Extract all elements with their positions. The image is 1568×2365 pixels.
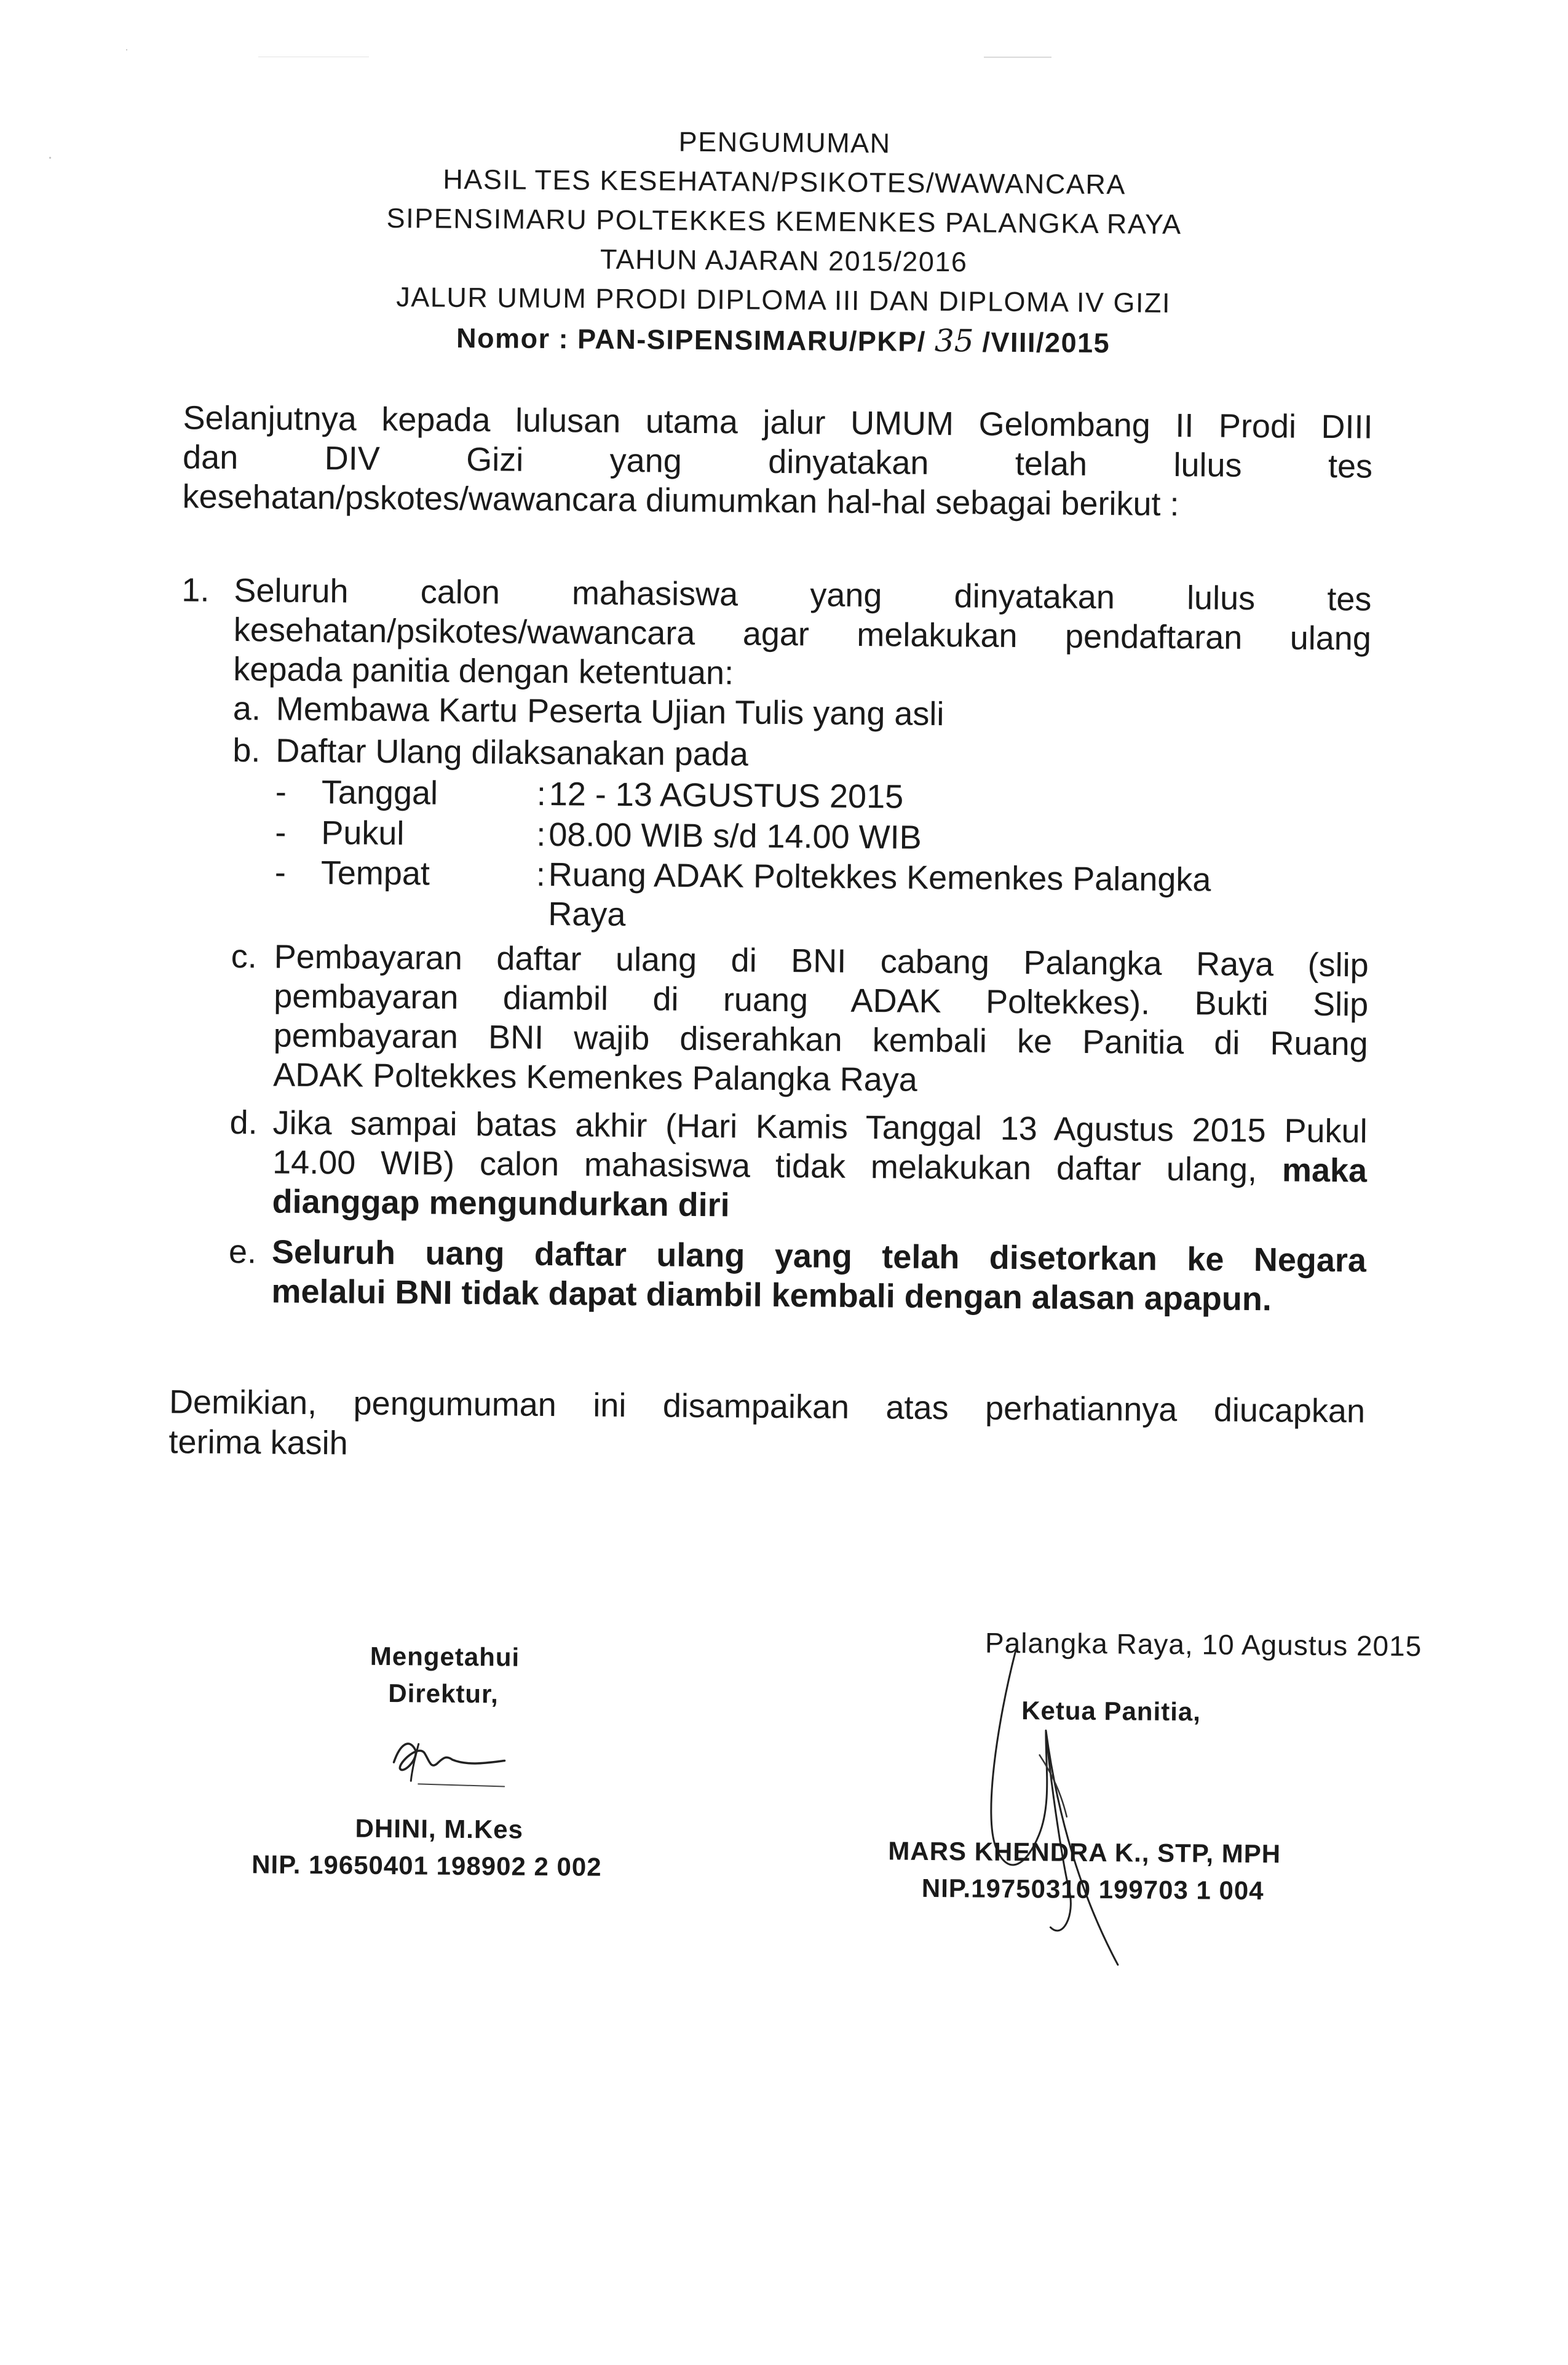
detail-label-tempat: Tempat [320,854,430,892]
scan-line [984,57,1051,58]
right-nip: NIP.19750310 199703 1 004 [921,1873,1264,1906]
closing-line-2: terima kasih [168,1423,348,1462]
item-a-letter: a. [232,690,261,728]
right-role: Ketua Panitia, [1021,1696,1202,1727]
scan-speck [126,49,127,50]
item-c-line-2: pembayaran diambil di ruang ADAK Poltekkes). Bukti Slip [274,977,1369,1024]
item-c-line-1: Pembayaran daftar ulang di BNI cabang Palangka Raya (slip [274,938,1369,984]
scan-speck [49,157,51,159]
chairman-signature [957,1631,1194,2002]
left-name: DHINI, M.Kes [355,1813,524,1844]
director-signature [381,1719,517,1800]
heading-institution: SIPENSIMARU POLTEKKES KEMENKES PALANGKA RAYA [386,202,1182,240]
item-b-letter: b. [232,731,261,769]
detail-colon: : [536,816,546,853]
item-e-line-1: Seluruh uang daftar ulang yang telah disetorkan ke Negara [271,1233,1367,1279]
item-d-maka: maka [1281,1151,1368,1190]
item-e-letter: e. [228,1233,257,1271]
detail-colon: : [536,856,546,893]
detail-label-pukul: Pukul [321,814,405,853]
item1-line-3: kepada panitia dengan ketentuan: [233,650,734,692]
left-nip: NIP. 19650401 198902 2 002 [251,1850,602,1882]
left-role-1: Mengetahui [370,1641,520,1672]
right-place-date: Palangka Raya, 10 Agustus 2015 [984,1626,1422,1663]
detail-dash: - [274,854,287,891]
item-b-text: Daftar Ulang dilaksanakan pada [275,732,749,773]
closing-line-1: Demikian, pengumuman ini disampaikan atas perhatiannya diucapkan [168,1383,1366,1430]
intro-line-1: Selanjutnya kepada lulusan utama jalur UMUM Gelombang II Prodi DIII [183,399,1373,446]
item-d-line-1: Jika sampai batas akhir (Hari Kamis Tanggal 13 Agustus 2015 Pukul [272,1104,1368,1150]
item1-line-1: Seluruh calon mahasiswa yang dinyatakan lulus tes [234,571,1372,618]
heading-academic-year: TAHUN AJARAN 2015/2016 [600,243,968,278]
item-c-line-4: ADAK Poltekkes Kemenkes Palangka Raya [273,1056,918,1099]
item-d-line-3: dianggap mengundurkan diri [272,1183,730,1224]
detail-colon: : [536,775,547,813]
detail-dash: - [275,814,287,851]
left-role-2: Direktur, [388,1679,499,1709]
number-suffix: /VIII/2015 [982,326,1111,359]
heading-title: PENGUMUMAN [678,125,891,159]
intro-line-3: kesehatan/pskotes/wawancara diumumkan hal-hal sebagai berikut : [182,478,1179,523]
number-prefix: Nomor : PAN-SIPENSIMARU/PKP/ [456,322,927,357]
intro-line-2: dan DIV Gizi yang dinyatakan telah lulus tes [182,439,1373,485]
item-a-text: Membawa Kartu Peserta Ujian Tulis yang asli [275,690,944,733]
item-c-line-3: pembayaran BNI wajib diserahkan kembali ke Panitia di Ruang [273,1017,1368,1063]
item-d-line-2-text: 14.00 WIB) calon mahasiswa tidak melakukan daftar ulang, [272,1143,1257,1189]
right-name: MARS KHENDRA K., STP, MPH [888,1836,1281,1869]
item-d-letter: d. [229,1103,258,1142]
heading-program: JALUR UMUM PRODI DIPLOMA III DAN DIPLOMA IV GIZI [396,281,1171,319]
announcement-heading [0,117,1568,367]
detail-dash: - [275,773,287,811]
detail-value-tempat-cont: Raya [548,896,626,934]
item-c-letter: c. [231,937,258,976]
item1-line-2: kesehatan/psikotes/wawancara agar melakukan pendaftaran ulang [233,611,1372,658]
detail-value-pukul: 08.00 WIB s/d 14.00 WIB [548,816,922,856]
detail-value-tempat: Ruang ADAK Poltekkes Kemenkes Palangka [548,856,1211,899]
detail-label-tanggal: Tanggal [321,774,438,812]
heading-subtitle: HASIL TES KESEHATAN/PSIKOTES/WAWANCARA [443,163,1127,201]
detail-value-tanggal: 12 - 13 AGUSTUS 2015 [548,776,904,816]
item-number: 1. [181,571,210,609]
item-e-line-2: melalui BNI tidak dapat diambil kembali dengan alasan apapun. [271,1273,1272,1318]
handwritten-number: 35 [934,322,974,359]
